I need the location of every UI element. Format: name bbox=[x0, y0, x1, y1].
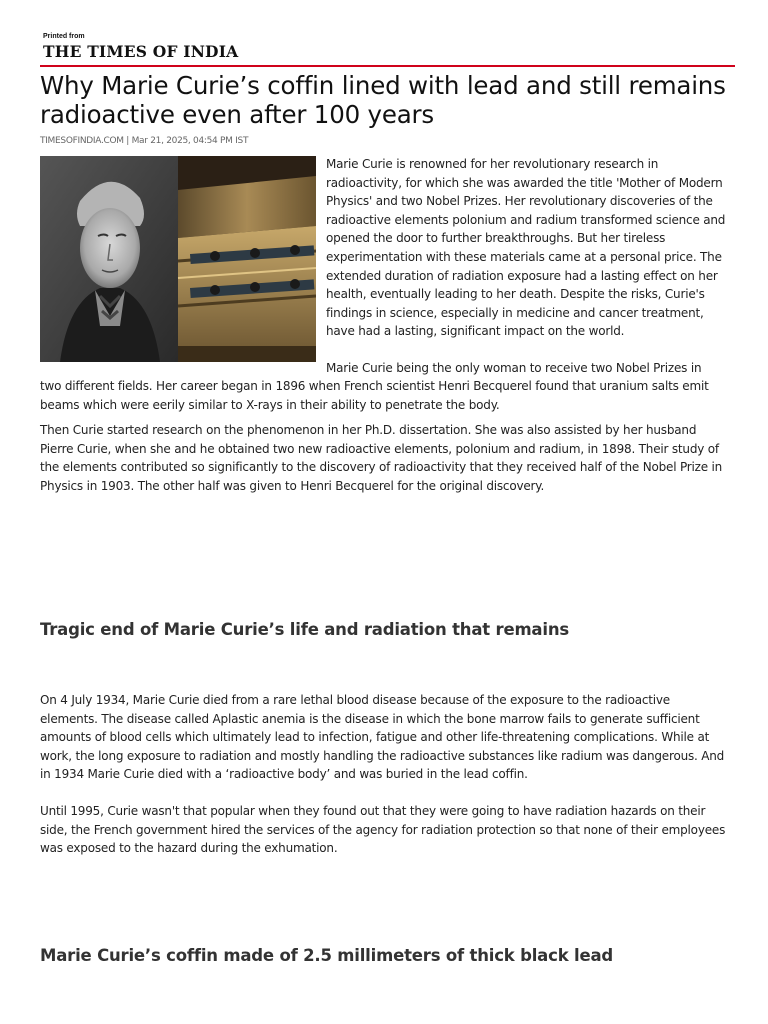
article-photo bbox=[40, 156, 316, 362]
article-title: Why Marie Curie’s coffin lined with lead and still remains radioactive even after 100 years bbox=[40, 71, 726, 129]
paragraph-2-rest: two different fields. Her career began in 1896 when French scientist Henri Becquerel found that uranium salts emit beams which were eerily similar to X-rays in their ability to penetrate the body. bbox=[40, 379, 709, 412]
printed-from-label: Printed from bbox=[43, 33, 85, 40]
header-divider bbox=[40, 65, 735, 67]
masthead-logo: THE TIMES OF INDIA bbox=[43, 42, 239, 61]
section-heading-tragic-end: Tragic end of Marie Curie’s life and radiation that remains bbox=[40, 620, 569, 639]
section-1-paragraph-1: On 4 July 1934, Marie Curie died from a rare lethal blood disease because of the exposure to the radioactive elements. The disease called Aplastic anemia is the disease in which the bone marrow fails to generate sufficient amounts of blood cells which ultimately lead to infection, fatigue and other life-threatening complications. While at work, the long exposure to radiation and mostly handling the radioactive substances like radium was dangerous. And in 1934 Marie Curie died with a ‘radioactive body’ and was buried in the lead coffin. bbox=[40, 693, 725, 781]
paragraph-3: Then Curie started research on the phenomenon in her Ph.D. dissertation. She was also assisted by her husband Pierre Curie, when she and he obtained two new radioactive elements, polonium and radium, in 1898. Their study of the elements contributed so significantly to the discovery of radioactivity that they received half of the Nobel Prize in Physics in 1903. The other half was given to Henri Becquerel for the original discovery. bbox=[40, 423, 723, 493]
section-1-paragraph-2: Until 1995, Curie wasn't that popular when they found out that they were going to have radiation hazards on their side, the French government hired the services of the agency for radiation protection so that none of their employees was exposed to the hazard during the exhumation. bbox=[40, 804, 726, 855]
section-heading-lead-coffin: Marie Curie’s coffin made of 2.5 millimeters of thick black lead bbox=[40, 946, 613, 965]
paragraph-2-first-line: Marie Curie being the only woman to receive two Nobel Prizes in bbox=[326, 361, 702, 375]
lead-paragraph: Marie Curie is renowned for her revolutionary research in radioactivity, for which she was awarded the title 'Mother of Modern Physics' and two Nobel Prizes. Her revolutionary discoveries of the radioactive elements polonium and radium transformed science and opened the door to further breakthroughs. But her tireless experimentation with these materials came at a personal price. The extended duration of radiation exposure had a lasting effect on her health, eventually leading to her death. Despite the risks, Curie's findings in science, especially in medicine and cancer treatment, have had a lasting, significant impact on the world. bbox=[326, 157, 726, 339]
article-byline: TIMESOFINDIA.COM | Mar 21, 2025, 04:54 PM IST bbox=[40, 136, 249, 146]
